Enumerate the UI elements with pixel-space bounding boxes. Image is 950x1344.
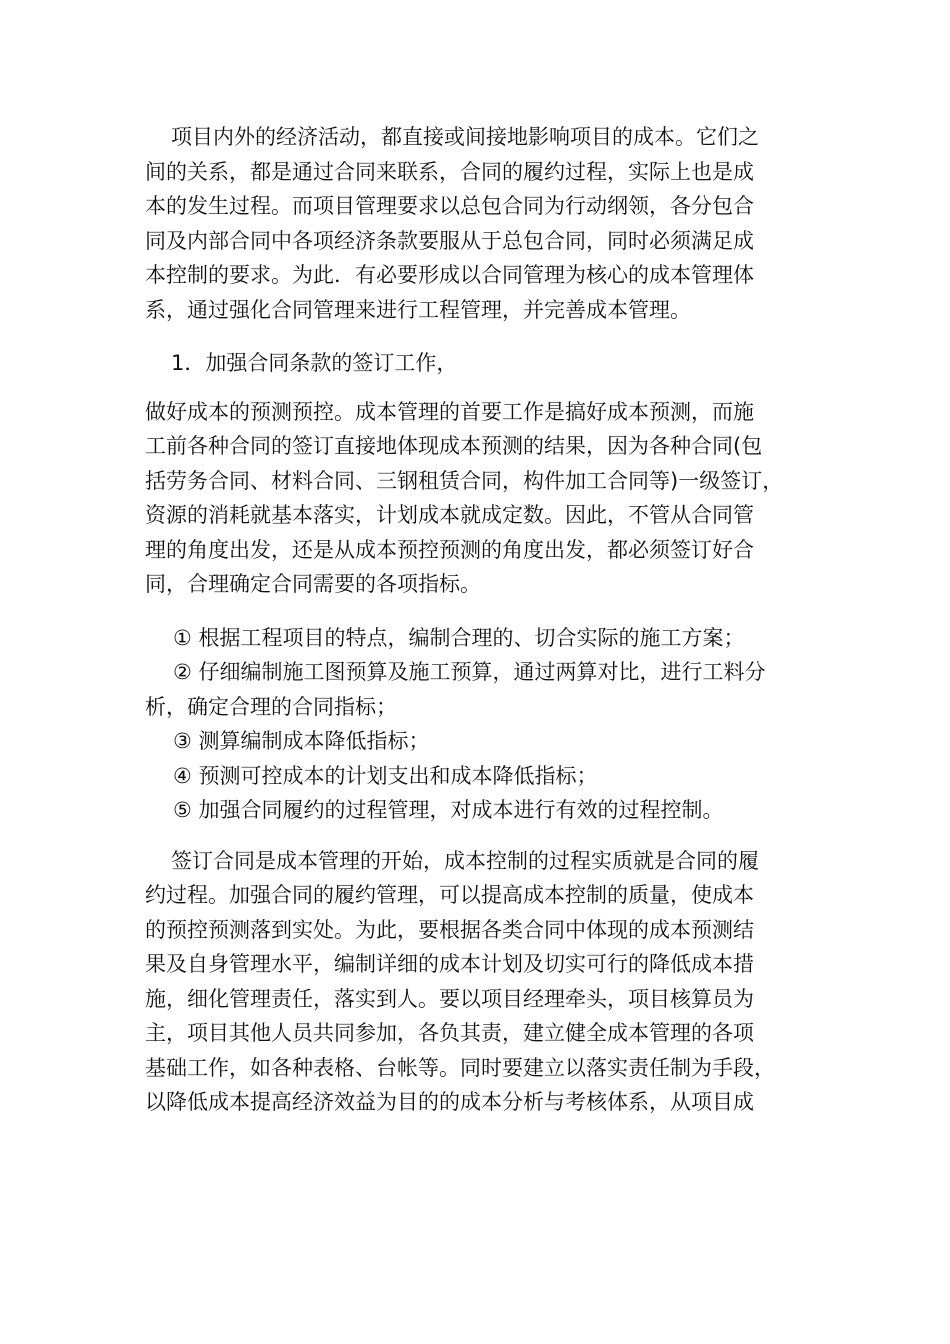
paragraph-cost-forecast [145, 395, 805, 602]
text-line: 理的角度出发，还是从成本预控预测的角度出发，都必须签订好合 [145, 537, 754, 562]
text-line: 工前各种合同的签订直接地体现成本预测的结果，因为各种合同(包 [145, 434, 763, 458]
text-line: 资源的消耗就基本落实，计划成本就成定数。因此，不管从合同管 [145, 503, 754, 527]
text-line: 间的关系，都是通过合同来联系，合同的履约过程，实际上也是成 [145, 159, 754, 184]
text-line: 同，合理确定合同需要的各项指标。 [145, 572, 481, 596]
paragraph-contract-execution [145, 844, 805, 1120]
text-line: 签订合同是成本管理的开始，成本控制的过程实质就是合同的履 [171, 848, 759, 873]
text-line: 同及内部合同中各项经济条款要服从于总包合同，同时必须满足成 [145, 228, 754, 253]
list-item: ③ 测算编制成本降低指标； [173, 729, 430, 753]
list-item: ⑤ 加强合同履约的过程管理，对成本进行有效的过程控制。 [173, 798, 724, 822]
text-line: 主，项目其他人员共同参加，各负其责，建立健全成本管理的各项 [145, 1021, 754, 1045]
list-item-continuation: 析，确定合理的合同指标； [145, 694, 397, 719]
text-line: 本控制的要求。为此．有必要形成以合同管理为核心的成本管理体 [145, 263, 754, 287]
text-line: 果及自身管理水平，编制详细的成本计划及切实可行的降低成本措 [145, 952, 754, 976]
list-item: ② 仔细编制施工图预算及施工预算，通过两算对比，进行工料分 [173, 660, 766, 684]
heading-text: 1．加强合同条款的签订工作， [171, 351, 458, 375]
list-item: ① 根据工程项目的特点，编制合理的、切合实际的施工方案； [173, 625, 745, 650]
text-line: 的预控预测落到实处。为此，要根据各类合同中体现的成本预测结 [145, 917, 754, 942]
text-line: 项目内外的经济活动，都直接或间接地影响项目的成本。它们之 [171, 125, 759, 149]
list-item: ④ 预测可控成本的计划支出和成本降低指标； [173, 763, 598, 788]
text-line: 施，细化管理责任，落实到人。要以项目经理牵头，项目核算员为 [145, 986, 754, 1011]
text-line: 以降低成本提高经济效益为目的的成本分析与考核体系，从项目成 [145, 1090, 754, 1114]
text-line: 本的发生过程。而项目管理要求以总包合同为行动纲领，各分包合 [145, 194, 754, 218]
text-line: 基础工作，如各种表格、台帐等。同时要建立以落实责任制为手段， [145, 1055, 775, 1080]
numbered-list [145, 621, 805, 828]
document-body [145, 120, 805, 1120]
text-line: 做好成本的预测预控。成本管理的首要工作是搞好成本预测，而施 [145, 399, 754, 424]
text-line: 括劳务合同、材料合同、三钢租赁合同，构件加工合同等)一级签订， [145, 468, 784, 493]
paragraph-contract-relations [145, 120, 805, 327]
text-line: 约过程。加强合同的履约管理，可以提高成本控制的质量，使成本 [145, 883, 754, 907]
text-line: 系，通过强化合同管理来进行工程管理，并完善成本管理。 [145, 297, 691, 322]
section-heading [145, 346, 805, 381]
